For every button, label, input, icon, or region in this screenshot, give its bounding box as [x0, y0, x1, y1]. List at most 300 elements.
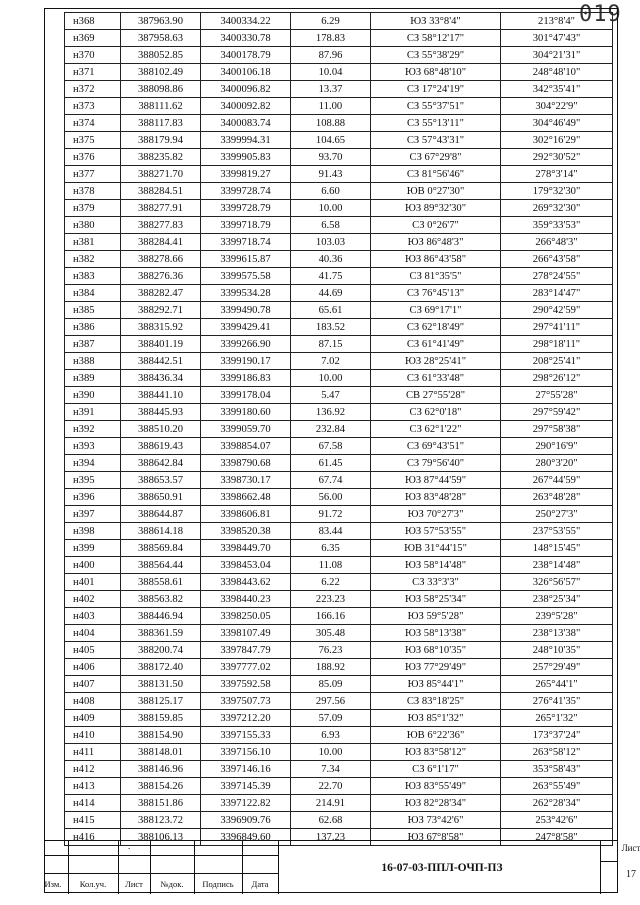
azimuth-cell: 248°48'10"	[501, 64, 613, 81]
rhumb-cell: ЮЗ 58°25'34"	[371, 591, 501, 608]
azimuth-cell: 290°16'9"	[501, 438, 613, 455]
azimuth-cell: 353°58'43"	[501, 761, 613, 778]
rhumb-cell: ЮЗ 28°25'41"	[371, 353, 501, 370]
length-cell: 11.08	[291, 557, 371, 574]
table-row	[65, 744, 613, 761]
length-cell: 10.04	[291, 64, 371, 81]
length-cell: 6.93	[291, 727, 371, 744]
x-coordinate-cell: 388276.36	[121, 268, 201, 285]
x-coordinate-cell: 388569.84	[121, 540, 201, 557]
azimuth-cell: 278°24'55"	[501, 268, 613, 285]
azimuth-cell: 283°14'47"	[501, 285, 613, 302]
length-cell: 93.70	[291, 149, 371, 166]
point-id-cell: н372	[65, 81, 121, 98]
point-id-cell: н391	[65, 404, 121, 421]
point-id-cell: н383	[65, 268, 121, 285]
x-coordinate-cell: 387958.63	[121, 30, 201, 47]
table-row	[65, 404, 613, 421]
azimuth-cell: 297°59'42"	[501, 404, 613, 421]
table-row	[65, 47, 613, 64]
length-cell: 104.65	[291, 132, 371, 149]
x-coordinate-cell: 388653.57	[121, 472, 201, 489]
azimuth-cell: 263°55'49"	[501, 778, 613, 795]
y-coordinate-cell: 3399266.90	[201, 336, 291, 353]
azimuth-cell: 239°5'28"	[501, 608, 613, 625]
y-coordinate-cell: 3397212.20	[201, 710, 291, 727]
azimuth-cell: 265°1'32"	[501, 710, 613, 727]
x-coordinate-cell: 388125.17	[121, 693, 201, 710]
azimuth-cell: 253°42'6"	[501, 812, 613, 829]
x-coordinate-cell: 388284.51	[121, 183, 201, 200]
x-coordinate-cell: 388563.82	[121, 591, 201, 608]
length-cell: 57.09	[291, 710, 371, 727]
table-row	[65, 421, 613, 438]
azimuth-cell: 292°30'52"	[501, 149, 613, 166]
x-coordinate-cell: 388441.10	[121, 387, 201, 404]
azimuth-cell: 342°35'41"	[501, 81, 613, 98]
rhumb-cell: ЮЗ 83°58'12"	[371, 744, 501, 761]
rhumb-cell: ЮЗ 82°28'34"	[371, 795, 501, 812]
point-id-cell: н371	[65, 64, 121, 81]
x-coordinate-cell: 388282.47	[121, 285, 201, 302]
rhumb-cell: СЗ 55°37'51"	[371, 98, 501, 115]
point-id-cell: н382	[65, 251, 121, 268]
y-coordinate-cell: 3400096.82	[201, 81, 291, 98]
length-cell: 5.47	[291, 387, 371, 404]
table-row	[65, 778, 613, 795]
x-coordinate-cell: 388442.51	[121, 353, 201, 370]
y-coordinate-cell: 3397146.16	[201, 761, 291, 778]
y-coordinate-cell: 3397507.73	[201, 693, 291, 710]
y-coordinate-cell: 3399905.83	[201, 149, 291, 166]
table-row	[65, 727, 613, 744]
azimuth-cell: 248°10'35"	[501, 642, 613, 659]
point-id-cell: н415	[65, 812, 121, 829]
length-cell: 297.56	[291, 693, 371, 710]
azimuth-cell: 301°47'43"	[501, 30, 613, 47]
length-cell: 6.22	[291, 574, 371, 591]
y-coordinate-cell: 3397156.10	[201, 744, 291, 761]
table-row	[65, 540, 613, 557]
rhumb-cell: ЮЗ 89°32'30"	[371, 200, 501, 217]
x-coordinate-cell: 388644.87	[121, 506, 201, 523]
length-cell: 188.92	[291, 659, 371, 676]
length-cell: 136.92	[291, 404, 371, 421]
table-row	[65, 438, 613, 455]
point-id-cell: н395	[65, 472, 121, 489]
length-cell: 183.52	[291, 319, 371, 336]
y-coordinate-cell: 3399718.79	[201, 217, 291, 234]
rhumb-cell: ЮЗ 86°48'3"	[371, 234, 501, 251]
azimuth-cell: 265°44'1"	[501, 676, 613, 693]
rhumb-cell: ЮВ 31°44'15"	[371, 540, 501, 557]
azimuth-cell: 238°25'34"	[501, 591, 613, 608]
rhumb-cell: ЮЗ 68°10'35"	[371, 642, 501, 659]
rhumb-cell: ЮВ 0°27'30"	[371, 183, 501, 200]
length-cell: 67.58	[291, 438, 371, 455]
rhumb-cell: ЮЗ 58°14'48"	[371, 557, 501, 574]
point-id-cell: н380	[65, 217, 121, 234]
azimuth-cell: 304°22'9"	[501, 98, 613, 115]
rhumb-cell: СЗ 79°56'40"	[371, 455, 501, 472]
x-coordinate-cell: 388284.41	[121, 234, 201, 251]
rhumb-cell: СЗ 83°18'25"	[371, 693, 501, 710]
azimuth-cell: 266°43'58"	[501, 251, 613, 268]
rhumb-cell: СЗ 6°1'17"	[371, 761, 501, 778]
point-id-cell: н409	[65, 710, 121, 727]
rhumb-cell: СЗ 33°3'3"	[371, 574, 501, 591]
length-cell: 91.43	[291, 166, 371, 183]
y-coordinate-cell: 3398453.04	[201, 557, 291, 574]
point-id-cell: н385	[65, 302, 121, 319]
rhumb-cell: СЗ 62°18'49"	[371, 319, 501, 336]
length-cell: 7.02	[291, 353, 371, 370]
x-coordinate-cell: 388123.72	[121, 812, 201, 829]
point-id-cell: н410	[65, 727, 121, 744]
rhumb-cell: СВ 27°55'28"	[371, 387, 501, 404]
y-coordinate-cell: 3400092.82	[201, 98, 291, 115]
x-coordinate-cell: 388146.96	[121, 761, 201, 778]
azimuth-cell: 298°26'12"	[501, 370, 613, 387]
point-id-cell: н408	[65, 693, 121, 710]
x-coordinate-cell: 388277.83	[121, 217, 201, 234]
rhumb-cell: СЗ 0°26'7"	[371, 217, 501, 234]
length-cell: 87.15	[291, 336, 371, 353]
x-coordinate-cell: 388558.61	[121, 574, 201, 591]
stamp-label-doc: №док.	[160, 879, 184, 889]
document-code: 16-07-03-ППЛ-ОЧП-ПЗ	[381, 861, 503, 874]
rhumb-cell: СЗ 55°38'29"	[371, 47, 501, 64]
table-row	[65, 200, 613, 217]
point-id-cell: н398	[65, 523, 121, 540]
stamp-label-date: Дата	[251, 879, 269, 889]
y-coordinate-cell: 3397145.39	[201, 778, 291, 795]
rhumb-cell: СЗ 81°35'5"	[371, 268, 501, 285]
y-coordinate-cell: 3399490.78	[201, 302, 291, 319]
y-coordinate-cell: 3400106.18	[201, 64, 291, 81]
azimuth-cell: 297°58'38"	[501, 421, 613, 438]
length-cell: 91.72	[291, 506, 371, 523]
rhumb-cell: СЗ 61°41'49"	[371, 336, 501, 353]
rhumb-cell: ЮЗ 83°55'49"	[371, 778, 501, 795]
rhumb-cell: ЮЗ 59°5'28"	[371, 608, 501, 625]
y-coordinate-cell: 3399180.60	[201, 404, 291, 421]
x-coordinate-cell: 388102.49	[121, 64, 201, 81]
rhumb-cell: СЗ 62°1'22"	[371, 421, 501, 438]
x-coordinate-cell: 388179.94	[121, 132, 201, 149]
azimuth-cell: 304°21'31"	[501, 47, 613, 64]
azimuth-cell: 267°44'59"	[501, 472, 613, 489]
length-cell: 223.23	[291, 591, 371, 608]
y-coordinate-cell: 3399534.28	[201, 285, 291, 302]
point-id-cell: н388	[65, 353, 121, 370]
azimuth-cell: 266°48'3"	[501, 234, 613, 251]
y-coordinate-cell: 3396909.76	[201, 812, 291, 829]
point-id-cell: н386	[65, 319, 121, 336]
point-id-cell: н377	[65, 166, 121, 183]
point-id-cell: н400	[65, 557, 121, 574]
y-coordinate-cell: 3400334.22	[201, 13, 291, 30]
y-coordinate-cell: 3399059.70	[201, 421, 291, 438]
y-coordinate-cell: 3398662.48	[201, 489, 291, 506]
coordinates-table	[64, 12, 613, 846]
point-id-cell: н414	[65, 795, 121, 812]
table-row	[65, 268, 613, 285]
table-row	[65, 370, 613, 387]
y-coordinate-cell: 3399615.87	[201, 251, 291, 268]
y-coordinate-cell: 3399575.58	[201, 268, 291, 285]
point-id-cell: н416	[65, 829, 121, 846]
rhumb-cell: ЮЗ 73°42'6"	[371, 812, 501, 829]
point-id-cell: н406	[65, 659, 121, 676]
x-coordinate-cell: 388159.85	[121, 710, 201, 727]
rhumb-cell: ЮЗ 85°44'1"	[371, 676, 501, 693]
length-cell: 56.00	[291, 489, 371, 506]
azimuth-cell: 304°46'49"	[501, 115, 613, 132]
point-id-cell: н370	[65, 47, 121, 64]
point-id-cell: н373	[65, 98, 121, 115]
azimuth-cell: 297°41'11"	[501, 319, 613, 336]
point-id-cell: н390	[65, 387, 121, 404]
table-row	[65, 81, 613, 98]
azimuth-cell: 173°37'24"	[501, 727, 613, 744]
x-coordinate-cell: 388154.90	[121, 727, 201, 744]
rhumb-cell: ЮЗ 86°43'58"	[371, 251, 501, 268]
y-coordinate-cell: 3399190.17	[201, 353, 291, 370]
y-coordinate-cell: 3400330.78	[201, 30, 291, 47]
stamp-mark: .	[128, 841, 131, 851]
table-row	[65, 710, 613, 727]
length-cell: 44.69	[291, 285, 371, 302]
x-coordinate-cell: 388172.40	[121, 659, 201, 676]
azimuth-cell: 278°3'14"	[501, 166, 613, 183]
x-coordinate-cell: 388445.93	[121, 404, 201, 421]
azimuth-cell: 238°13'38"	[501, 625, 613, 642]
rhumb-cell: ЮЗ 70°27'3"	[371, 506, 501, 523]
table-row	[65, 13, 613, 30]
point-id-cell: н396	[65, 489, 121, 506]
y-coordinate-cell: 3397122.82	[201, 795, 291, 812]
point-id-cell: н397	[65, 506, 121, 523]
point-id-cell: н403	[65, 608, 121, 625]
length-cell: 76.23	[291, 642, 371, 659]
point-id-cell: н411	[65, 744, 121, 761]
azimuth-cell: 302°16'29"	[501, 132, 613, 149]
length-cell: 214.91	[291, 795, 371, 812]
y-coordinate-cell: 3398730.17	[201, 472, 291, 489]
azimuth-cell: 298°18'11"	[501, 336, 613, 353]
rhumb-cell: ЮЗ 83°48'28"	[371, 489, 501, 506]
rhumb-cell: СЗ 67°29'8"	[371, 149, 501, 166]
point-id-cell: н394	[65, 455, 121, 472]
table-row	[65, 574, 613, 591]
table-row	[65, 608, 613, 625]
azimuth-cell: 280°3'20"	[501, 455, 613, 472]
stamp-label-change: Изм.	[44, 879, 62, 889]
table-row	[65, 591, 613, 608]
x-coordinate-cell: 388117.83	[121, 115, 201, 132]
x-coordinate-cell: 387963.90	[121, 13, 201, 30]
length-cell: 67.74	[291, 472, 371, 489]
table-row	[65, 659, 613, 676]
table-row	[65, 557, 613, 574]
y-coordinate-cell: 3399186.83	[201, 370, 291, 387]
rhumb-cell: ЮВ 6°22'36"	[371, 727, 501, 744]
length-cell: 61.45	[291, 455, 371, 472]
length-cell: 62.68	[291, 812, 371, 829]
azimuth-cell: 263°48'28"	[501, 489, 613, 506]
table-row	[65, 183, 613, 200]
stamp-label-count: Кол.уч.	[79, 879, 107, 889]
x-coordinate-cell: 388148.01	[121, 744, 201, 761]
length-cell: 232.84	[291, 421, 371, 438]
length-cell: 11.00	[291, 98, 371, 115]
point-id-cell: н392	[65, 421, 121, 438]
length-cell: 6.60	[291, 183, 371, 200]
y-coordinate-cell: 3397847.79	[201, 642, 291, 659]
point-id-cell: н387	[65, 336, 121, 353]
x-coordinate-cell: 388151.86	[121, 795, 201, 812]
length-cell: 6.29	[291, 13, 371, 30]
table-row	[65, 217, 613, 234]
rhumb-cell: ЮЗ 68°48'10"	[371, 64, 501, 81]
length-cell: 22.70	[291, 778, 371, 795]
sheet-number: 17	[626, 869, 636, 880]
x-coordinate-cell: 388106.13	[121, 829, 201, 846]
rhumb-cell: СЗ 61°33'48"	[371, 370, 501, 387]
point-id-cell: н399	[65, 540, 121, 557]
table-row	[65, 149, 613, 166]
table-row	[65, 319, 613, 336]
azimuth-cell: 238°14'48"	[501, 557, 613, 574]
x-coordinate-cell: 388098.86	[121, 81, 201, 98]
table-row	[65, 115, 613, 132]
x-coordinate-cell: 388642.84	[121, 455, 201, 472]
y-coordinate-cell: 3400178.79	[201, 47, 291, 64]
y-coordinate-cell: 3399429.41	[201, 319, 291, 336]
table-row	[65, 761, 613, 778]
length-cell: 178.83	[291, 30, 371, 47]
point-id-cell: н412	[65, 761, 121, 778]
point-id-cell: н368	[65, 13, 121, 30]
table-row	[65, 676, 613, 693]
x-coordinate-cell: 388401.19	[121, 336, 201, 353]
length-cell: 7.34	[291, 761, 371, 778]
table-row	[65, 353, 613, 370]
length-cell: 108.88	[291, 115, 371, 132]
azimuth-cell: 257°29'49"	[501, 659, 613, 676]
azimuth-cell: 213°8'4"	[501, 13, 613, 30]
y-coordinate-cell: 3397777.02	[201, 659, 291, 676]
x-coordinate-cell: 388510.20	[121, 421, 201, 438]
azimuth-cell: 237°53'55"	[501, 523, 613, 540]
table-row	[65, 166, 613, 183]
azimuth-cell: 148°15'45"	[501, 540, 613, 557]
rhumb-cell: СЗ 81°56'46"	[371, 166, 501, 183]
point-id-cell: н384	[65, 285, 121, 302]
length-cell: 10.00	[291, 200, 371, 217]
point-id-cell: н402	[65, 591, 121, 608]
y-coordinate-cell: 3399728.79	[201, 200, 291, 217]
table-row	[65, 98, 613, 115]
rhumb-cell: СЗ 57°43'31"	[371, 132, 501, 149]
y-coordinate-cell: 3397592.58	[201, 676, 291, 693]
y-coordinate-cell: 3398440.23	[201, 591, 291, 608]
length-cell: 65.61	[291, 302, 371, 319]
x-coordinate-cell: 388111.62	[121, 98, 201, 115]
length-cell: 41.75	[291, 268, 371, 285]
table-row	[65, 30, 613, 47]
azimuth-cell: 263°58'12"	[501, 744, 613, 761]
x-coordinate-cell: 388154.26	[121, 778, 201, 795]
azimuth-cell: 276°41'35"	[501, 693, 613, 710]
rhumb-cell: СЗ 55°13'11"	[371, 115, 501, 132]
x-coordinate-cell: 388277.91	[121, 200, 201, 217]
azimuth-cell: 179°32'30"	[501, 183, 613, 200]
y-coordinate-cell: 3396849.60	[201, 829, 291, 846]
point-id-cell: н381	[65, 234, 121, 251]
y-coordinate-cell: 3397155.33	[201, 727, 291, 744]
table-row	[65, 625, 613, 642]
y-coordinate-cell: 3398107.49	[201, 625, 291, 642]
point-id-cell: н389	[65, 370, 121, 387]
length-cell: 6.35	[291, 540, 371, 557]
length-cell: 10.00	[291, 744, 371, 761]
x-coordinate-cell: 388650.91	[121, 489, 201, 506]
y-coordinate-cell: 3398443.62	[201, 574, 291, 591]
point-id-cell: н379	[65, 200, 121, 217]
table-row	[65, 812, 613, 829]
azimuth-cell: 269°32'30"	[501, 200, 613, 217]
x-coordinate-cell: 388315.92	[121, 319, 201, 336]
azimuth-cell: 262°28'34"	[501, 795, 613, 812]
x-coordinate-cell: 388614.18	[121, 523, 201, 540]
azimuth-cell: 27°55'28"	[501, 387, 613, 404]
y-coordinate-cell: 3398790.68	[201, 455, 291, 472]
azimuth-cell: 250°27'3"	[501, 506, 613, 523]
x-coordinate-cell: 388235.82	[121, 149, 201, 166]
x-coordinate-cell: 388564.44	[121, 557, 201, 574]
y-coordinate-cell: 3398854.07	[201, 438, 291, 455]
length-cell: 137.23	[291, 829, 371, 846]
rhumb-cell: ЮЗ 33°8'4"	[371, 13, 501, 30]
table-row	[65, 472, 613, 489]
y-coordinate-cell: 3399178.04	[201, 387, 291, 404]
table-row	[65, 693, 613, 710]
y-coordinate-cell: 3398520.38	[201, 523, 291, 540]
x-coordinate-cell: 388361.59	[121, 625, 201, 642]
table-row	[65, 132, 613, 149]
length-cell: 166.16	[291, 608, 371, 625]
x-coordinate-cell: 388446.94	[121, 608, 201, 625]
rhumb-cell: СЗ 69°17'1"	[371, 302, 501, 319]
azimuth-cell: 359°33'53"	[501, 217, 613, 234]
y-coordinate-cell: 3398449.70	[201, 540, 291, 557]
point-id-cell: н401	[65, 574, 121, 591]
x-coordinate-cell: 388052.85	[121, 47, 201, 64]
point-id-cell: н378	[65, 183, 121, 200]
azimuth-cell: 326°56'57"	[501, 574, 613, 591]
point-id-cell: н376	[65, 149, 121, 166]
point-id-cell: н405	[65, 642, 121, 659]
sheet-label: Лист	[621, 843, 640, 853]
length-cell: 83.44	[291, 523, 371, 540]
azimuth-cell: 208°25'41"	[501, 353, 613, 370]
length-cell: 85.09	[291, 676, 371, 693]
rhumb-cell: ЮЗ 57°53'55"	[371, 523, 501, 540]
rhumb-cell: ЮЗ 67°8'58"	[371, 829, 501, 846]
rhumb-cell: СЗ 62°0'18"	[371, 404, 501, 421]
